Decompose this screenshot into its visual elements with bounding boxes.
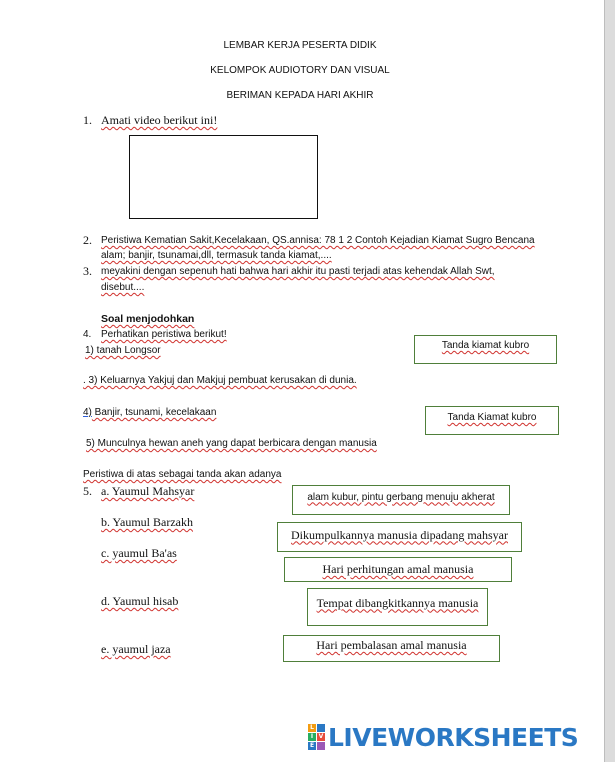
q4-text: Perhatikan peristiwa berikut! (101, 329, 227, 340)
match-box-2[interactable] (277, 522, 522, 552)
answer-box-1-label: Tanda kiamat kubro (441, 340, 530, 351)
q4-item-3: . 3) Keluarnya Yakjuj dan Makjuj pembuat kerusakan di dunia. (83, 375, 357, 386)
match-box-5[interactable] (283, 635, 500, 662)
logo-letter-l: L (308, 724, 316, 732)
logo-letter-e: E (309, 742, 315, 749)
match-box-1[interactable] (292, 485, 510, 515)
q5-number: 5. (83, 484, 92, 498)
page-title: LEMBAR KERJA PESERTA DIDIK (223, 40, 377, 51)
logo-letter-v: V (318, 733, 324, 740)
q4-item-5: 5) Munculnya hewan aneh yang dapat berbicara dengan manusia (86, 438, 377, 449)
match-box-1-label: alam kubur, pintu gerbang menuju akherat (307, 491, 495, 503)
q5-item-a: a. Yaumul Mahsyar (101, 484, 195, 498)
q5-item-c: c. yaumul Ba'as (101, 546, 177, 560)
q3-line2: disebut.... (101, 282, 145, 293)
page-topic: BERIMAN KEPADA HARI AKHIR (226, 90, 374, 101)
liveworksheets-logo-text: LIVEWORKSHEETS (328, 722, 579, 752)
q4-item-4-number: 4) (83, 407, 92, 418)
answer-box-2[interactable] (425, 406, 559, 435)
liveworksheets-logo (308, 723, 578, 751)
q4-item-1: 1) tanah Longsor (85, 345, 161, 356)
logo-letter-i: I (308, 733, 316, 741)
matching-title: Soal menjodohkan (101, 313, 195, 325)
page-subtitle: KELOMPOK AUDIOTORY DAN VISUAL (210, 65, 390, 76)
q4-item-4-text: Banjir, tsunami, kecelakaan (91, 407, 217, 418)
answer-box-1[interactable] (414, 335, 557, 364)
answer-box-2-label: Tanda Kiamat kubro (447, 412, 537, 423)
match-box-3[interactable] (284, 557, 512, 582)
q3-line1: meyakini dengan sepenuh hati bahwa hari akhir itu pasti terjadi atas kehendak Allah Swt, (101, 266, 495, 277)
q4-footer: Peristiwa di atas sebagai tanda akan adanya (83, 469, 282, 480)
match-box-3-label: Hari perhitungan amal manusia (322, 562, 474, 576)
match-box-4-label: Tempat dibangkitkannya manusia (316, 595, 479, 610)
video-placeholder[interactable] (129, 135, 318, 219)
q2-number: 2. (83, 233, 92, 247)
match-box-2-label: Dikumpulkannya manusia dipadang mahsyar (291, 527, 508, 542)
liveworksheets-logo-icon (308, 724, 325, 750)
q2-line2: alam; banjir, tsunamai,dll, termasuk tanda kiamat,.... (101, 250, 332, 261)
q5-item-b: b. Yaumul Barzakh (101, 515, 193, 529)
q5-item-d: d. Yaumul hisab (101, 594, 179, 608)
match-box-4[interactable] (307, 588, 488, 626)
q1-text: Amati video berikut ini! (101, 113, 218, 127)
q3-number: 3. (83, 264, 92, 278)
q2-line1: Peristiwa Kematian Sakit,Kecelakaan, QS.annisa: 78 1 2 Contoh Kejadian Kiamat Sugro Bencana (101, 235, 535, 246)
q5-item-e: e. yaumul jaza (101, 642, 171, 656)
page-edge (604, 0, 615, 762)
q4-item-4 (83, 407, 216, 418)
q4-number: 4. (83, 329, 92, 340)
q1-number: 1. (83, 113, 92, 127)
match-box-5-label: Hari pembalasan amal manusia (316, 638, 467, 652)
